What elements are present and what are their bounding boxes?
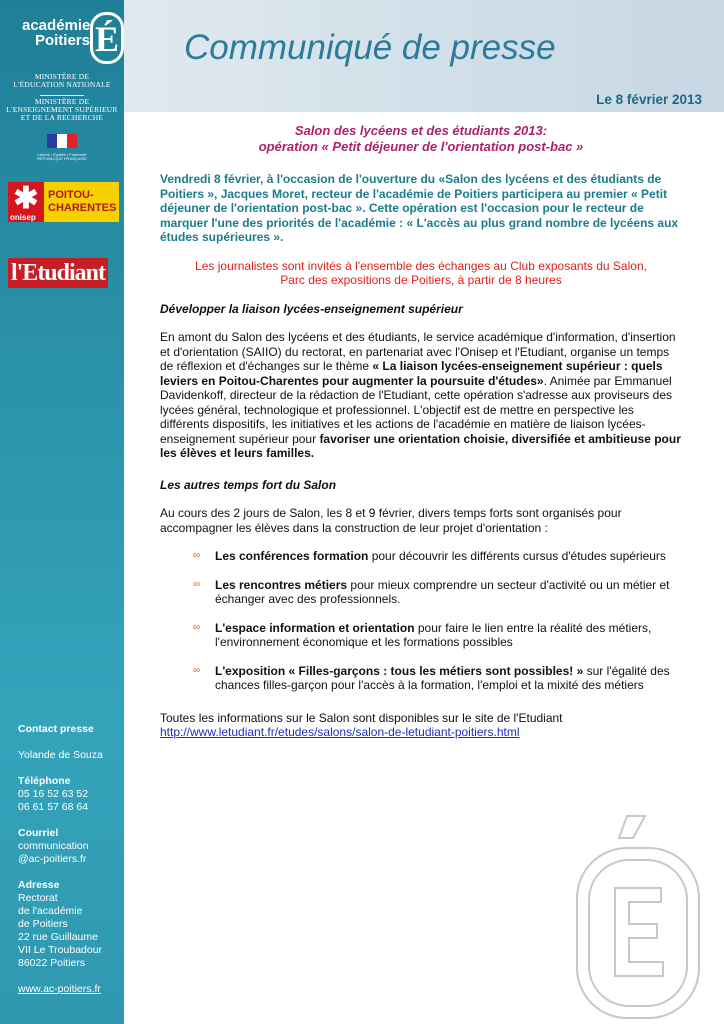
ministry-education xyxy=(4,73,120,89)
liaison-paragraph xyxy=(160,330,682,461)
phone-label: Téléphone xyxy=(18,775,71,787)
section-heading-liaison: Développer la liaison lycées-enseignement supérieur xyxy=(160,301,463,316)
flag-blue-band xyxy=(47,134,57,148)
infinity-bullet-icon: ∞ xyxy=(193,664,201,676)
website-link[interactable]: www.ac-poitiers.fr xyxy=(18,983,101,995)
address-line-2: de l'académie xyxy=(18,905,83,917)
bullet-bold: Les rencontres métiers xyxy=(215,577,348,592)
list-item xyxy=(160,578,682,607)
ministry-education-line1: MINISTÈRE DE xyxy=(34,72,90,81)
journalists-line-1: Les journalistes sont invités à l'ensemble des échanges au Club exposants du Salon, xyxy=(195,258,647,273)
infinity-bullet-icon: ∞ xyxy=(193,550,201,561)
mail-label: Courriel xyxy=(18,827,59,839)
main-content xyxy=(160,123,682,740)
liaison-goal-bold: favoriser une orientation choisie, diversifiée et ambitieuse pour les élèves et leurs familles. xyxy=(160,431,681,460)
bullet-bold: Les conférences formation xyxy=(215,549,369,563)
ministry-higher-line2: L'ENSEIGNEMENT SUPÉRIEUR xyxy=(6,105,118,114)
contact-press-name: Yolande de Souza xyxy=(18,749,103,761)
liaison-theme-bold: « La liaison lycées-enseignement supérieur : quels leviers en Poitou-Charentes pour augmenter la poursuite d'études» xyxy=(160,359,663,388)
charentes-label: CHARENTES xyxy=(48,202,117,214)
address-line-6: 86022 Poitiers xyxy=(18,957,86,969)
letudiant-logo: l'Etudiant xyxy=(8,258,108,288)
onisep-label: onisep xyxy=(10,213,36,222)
address-line-1: Rectorat xyxy=(18,892,58,904)
address-line-3: de Poitiers xyxy=(18,918,68,930)
sidebar xyxy=(0,0,124,1024)
highlights-list xyxy=(160,549,682,693)
intro-paragraph: Vendredi 8 février, à l'occasion de l'ouverture du «Salon des lycéens et des étudiants de Poitiers », Jacques Moret, recteur de l'académie de Poitiers participera au premier « Petit déjeuner de l'orientation post-bac ». Cette opération est l'occasion pour le recteur de marquer l'une des priorités de l'académie : « L'accès au plus grand nombre de lycéens aux études supérieures ». xyxy=(160,172,679,244)
list-item xyxy=(160,664,682,693)
section-heading-temps-forts: Les autres temps fort du Salon xyxy=(160,477,337,492)
bullet-bold: L'exposition « Filles-garçons : tous les métiers sont possibles! » xyxy=(215,663,584,678)
ministry-higher-line1: MINISTÈRE DE xyxy=(34,97,90,106)
infinity-bullet-icon: ∞ xyxy=(193,621,201,633)
journalists-line-2: Parc des expositions de Poitiers, à partir de 8 heures xyxy=(280,273,562,287)
republique-caption xyxy=(36,153,88,161)
bullet-text: sur l'égalité des chances filles-garçon pour l'accès à la formation, l'emploi et la mixité des métiers xyxy=(215,663,670,692)
republique-name: RÉPUBLIQUE FRANÇAISE xyxy=(37,156,87,161)
subtitle xyxy=(160,123,682,155)
contact-block xyxy=(18,723,124,996)
subtitle-line-1: Salon des lycéens et des étudiants 2013: xyxy=(294,123,548,138)
mail-line-1: communication xyxy=(18,840,89,852)
infinity-bullet-icon: ∞ xyxy=(193,578,201,590)
liaison-text-a: En amont du Salon des lycéens et des étudiants, le service académique d'information, d'insertion et d'orientation (SAIIO) du rectorat, en partenariat avec l'Onisep et l'Etudiant, organise un temps de réflexion et d'échanges sur le thème xyxy=(160,330,676,373)
bullet-text: pour faire le lien entre la réalité des métiers, l'environnement économique et les formations possibles xyxy=(215,620,652,649)
ministry-higher-education xyxy=(4,98,120,122)
final-text: Toutes les informations sur le Salon sont disponibles sur le site de l'Etudiant xyxy=(160,710,563,725)
journalists-invitation xyxy=(160,259,682,288)
bullet-text: pour mieux comprendre un secteur d'activité ou un métier et échanger avec des professionnels. xyxy=(215,577,670,606)
academie-e-watermark-icon xyxy=(567,806,707,1022)
phone-number-1: 05 16 52 63 52 xyxy=(18,788,89,800)
mail-line-2: @ac-poitiers.fr xyxy=(18,853,87,865)
poitou-charentes-label xyxy=(48,189,116,215)
address-line-4: 22 rue Guillaume xyxy=(18,931,98,943)
page-title: Communiqué de presse xyxy=(184,28,556,67)
academie-logo-text xyxy=(22,18,90,48)
poitou-charentes-onisep-logo xyxy=(8,182,119,228)
flag-white-band xyxy=(57,134,67,148)
contact-press-label: Contact presse xyxy=(18,723,94,735)
temps-forts-paragraph: Au cours des 2 jours de Salon, les 8 et 9 février, divers temps forts sont organisés pour accompagner les élèves dans la construction de leur projet d'orientation : xyxy=(160,506,622,535)
address-label: Adresse xyxy=(18,879,60,891)
poitou-label: POITOU- xyxy=(48,189,94,201)
list-item xyxy=(160,549,682,564)
logo-academie-word: académie xyxy=(22,17,91,34)
final-paragraph xyxy=(160,711,682,740)
ministry-divider xyxy=(40,95,84,96)
republique-motto: Liberté • Égalité • Fraternité xyxy=(37,152,87,157)
logo-poitiers-word: Poitiers xyxy=(34,32,90,49)
phone-number-2: 06 61 57 68 64 xyxy=(18,801,89,813)
salon-website-link[interactable]: http://www.letudiant.fr/etudes/salons/salon-de-letudiant-poitiers.html xyxy=(160,725,520,739)
address-line-5: VII Le Troubadour xyxy=(18,944,103,956)
onisep-star-icon: ✱ xyxy=(13,182,39,215)
liaison-text-c: . Animée par Emmanuel Davidenkoff, directeur de la rédaction de l'Etudiant, cette opération s'adresse aux proviseurs des lycées général, technologique et professionnel. L'objectif est de mettre en perspective les différents dispositifs, les initiatives et les actions de l'académie en matière de liaison lycées-enseignement supérieur pour xyxy=(160,373,672,446)
list-item xyxy=(160,621,682,650)
flag-red-band xyxy=(67,134,77,148)
ministry-education-line2: L'ÉDUCATION NATIONALE xyxy=(13,80,111,89)
subtitle-line-2: opération « Petit déjeuner de l'orientation post-bac » xyxy=(258,139,584,154)
bullet-bold: L'espace information et orientation xyxy=(215,620,415,635)
ministry-higher-line3: ET DE LA RECHERCHE xyxy=(20,113,104,122)
academie-logo-letter: É xyxy=(94,19,119,59)
bullet-text: pour découvrir les différents cursus d'études supérieurs xyxy=(368,549,666,563)
press-release-date: Le 8 février 2013 xyxy=(596,92,702,107)
